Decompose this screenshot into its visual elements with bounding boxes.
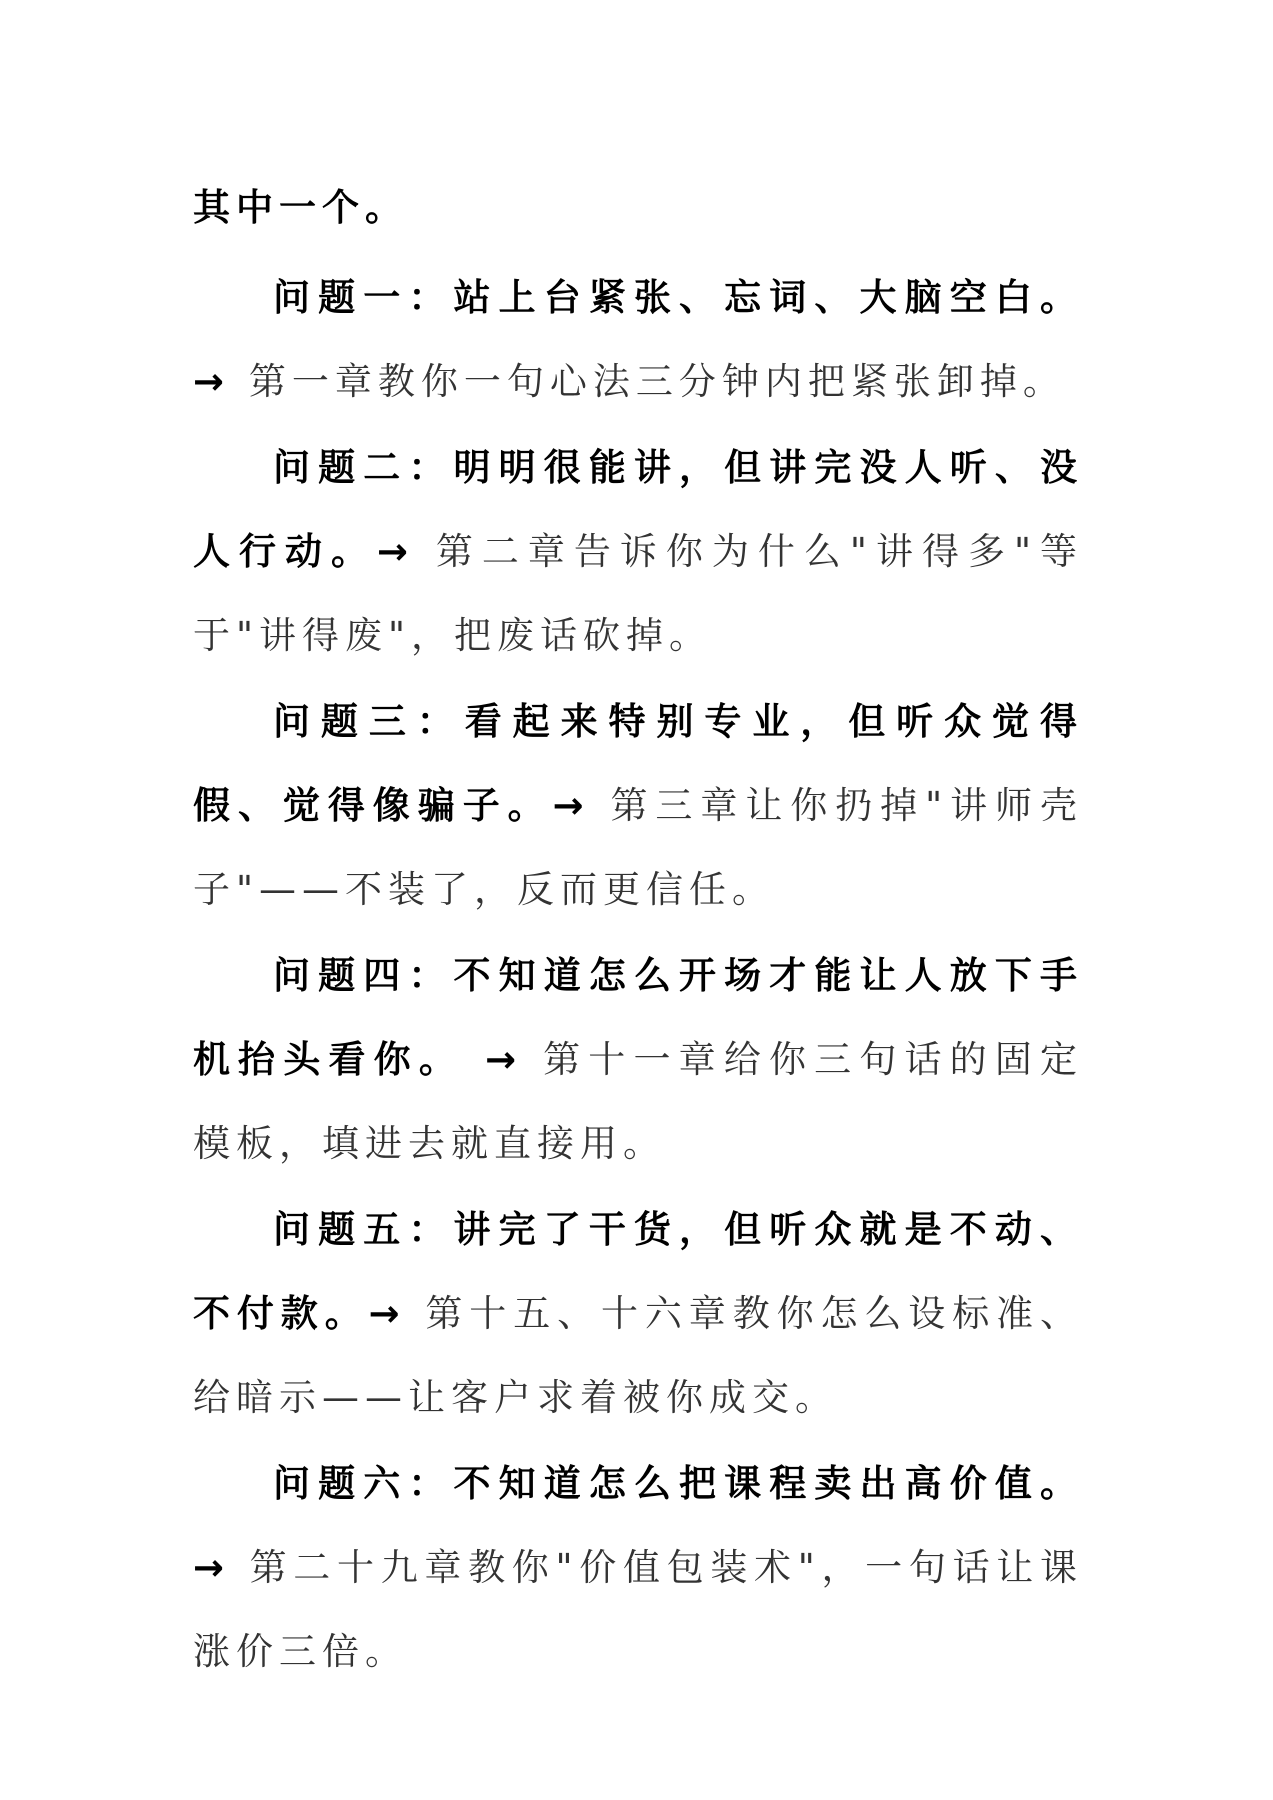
answer-4-text: 第十一章给你三句话的固定模板，填进去就直接用。 <box>193 1038 1084 1165</box>
document-body <box>193 166 1083 1694</box>
arrow-icon: → <box>193 360 249 403</box>
arrow-icon: → <box>193 1546 250 1589</box>
intro-text: 其中一个。 <box>193 186 408 229</box>
question-paragraph-1 <box>193 256 1083 424</box>
arrow-icon: → <box>377 530 436 573</box>
question-2-text: 问题二：明明很能讲，但讲完没人听、没人行动。 <box>193 446 1083 573</box>
answer-6-text: 第二十九章教你"价值包装术"，一句话让课涨价三倍。 <box>193 1546 1083 1673</box>
question-5-text: 问题五：讲完了干货，但听众就是不动、不付款。 <box>193 1208 1083 1335</box>
answer-5-text: 第十五、十六章教你怎么设标准、给暗示——让客户求着被你成交。 <box>193 1292 1084 1419</box>
answer-2-text: 第二章告诉你为什么"讲得多"等于"讲得废"，把废话砍掉。 <box>193 530 1083 657</box>
question-paragraph-4 <box>193 934 1083 1186</box>
arrow-icon: → <box>368 1292 426 1335</box>
question-6-text: 问题六：不知道怎么把课程卖出高价值。 <box>273 1462 1083 1505</box>
answer-3-text: 第三章让你扔掉"讲师壳子"——不装了，反而更信任。 <box>193 784 1084 911</box>
question-1-text: 问题一：站上台紧张、忘词、大脑空白。 <box>273 276 1083 319</box>
question-3-text: 问题三：看起来特别专业，但听众觉得假、觉得像骗子。 <box>193 700 1083 827</box>
question-paragraph-3 <box>193 680 1083 932</box>
answer-1-text: 第一章教你一句心法三分钟内把紧张卸掉。 <box>248 360 1066 403</box>
question-paragraph-5 <box>193 1188 1083 1440</box>
arrow-icon: → <box>552 784 611 827</box>
question-paragraph-2 <box>193 426 1083 678</box>
question-paragraph-6 <box>193 1442 1083 1694</box>
arrow-icon: → <box>464 1038 544 1081</box>
question-4-text: 问题四：不知道怎么开场才能让人放下手机抬头看你。 <box>193 954 1083 1081</box>
intro-paragraph <box>193 166 1083 250</box>
